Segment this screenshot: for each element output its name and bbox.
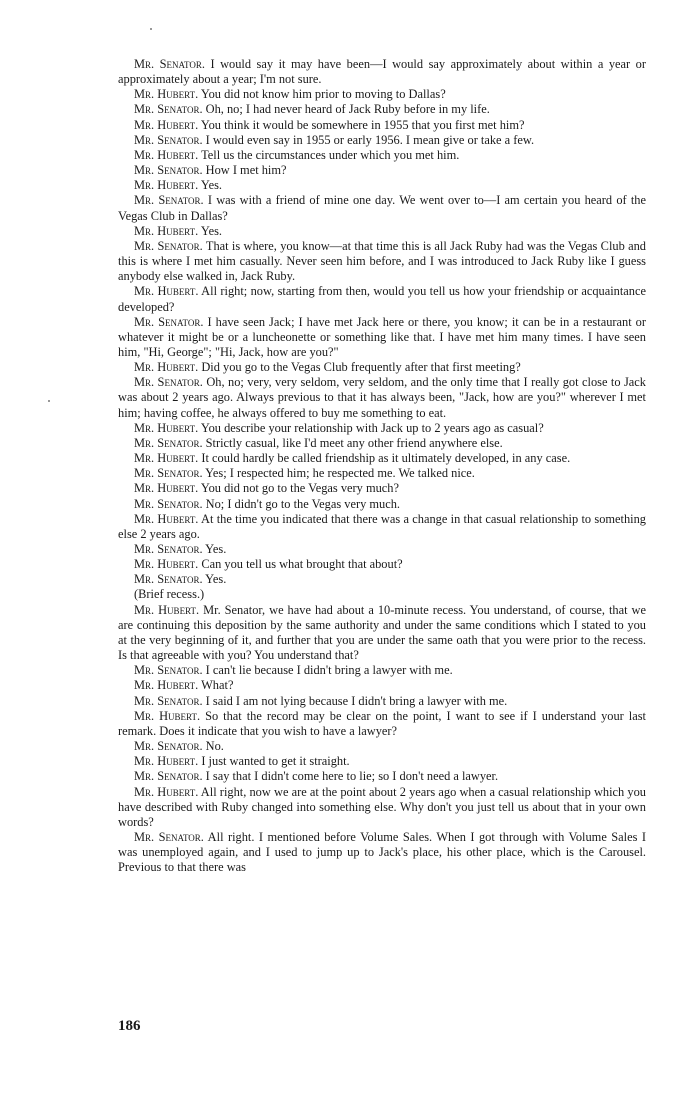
paragraph-text: Strictly casual, like I'd meet any other friend anywhere else. bbox=[202, 435, 503, 450]
transcript-paragraph bbox=[118, 587, 646, 602]
paragraph-text: I was with a friend of mine one day. We went over to—I am certain you heard of the Vegas Club in Dallas? bbox=[118, 193, 646, 223]
transcript-paragraph bbox=[118, 118, 646, 133]
paragraph-text: No; I didn't go to the Vegas very much. bbox=[202, 496, 401, 511]
paragraph-text: I said I am not lying because I didn't bring a lawyer with me. bbox=[202, 693, 508, 708]
transcript-paragraph bbox=[118, 239, 646, 284]
speaker-name: Mr. Senator. bbox=[134, 102, 203, 117]
paragraph-text: You did not know him prior to moving to Dallas? bbox=[198, 87, 446, 102]
speaker-name: Mr. Hubert. bbox=[134, 223, 199, 238]
page-number: 186 bbox=[118, 1018, 141, 1034]
transcript-paragraph bbox=[118, 466, 646, 481]
speaker-name: Mr. Hubert. bbox=[134, 360, 199, 375]
speaker-name: Mr. Hubert. bbox=[134, 481, 199, 496]
transcript-paragraph bbox=[118, 542, 646, 557]
speaker-name: Mr. Hubert. bbox=[134, 284, 199, 299]
paragraph-text: No. bbox=[202, 739, 224, 754]
paragraph-text: At the time you indicated that there was a change in that casual relationship to something else 2 years ago. bbox=[118, 511, 646, 541]
speaker-name: Mr. Hubert. bbox=[134, 451, 199, 466]
speaker-name: Mr. Senator. bbox=[134, 132, 203, 147]
paragraph-text: Did you go to the Vegas Club frequently after that first meeting? bbox=[198, 360, 521, 375]
speaker-name: Mr. Hubert. bbox=[134, 178, 199, 193]
paragraph-text: (Brief recess.) bbox=[134, 587, 205, 602]
transcript-paragraph bbox=[118, 754, 646, 769]
paragraph-text: That is where, you know—at that time this is all Jack Ruby had was the Vegas Club and this is where I met him casually. Never seen him before, and I was introduced to Jack Ruby like I guess anybody else walked in, Jack Ruby. bbox=[118, 238, 646, 284]
transcript-paragraph bbox=[118, 497, 646, 512]
speaker-name: Mr. Hubert. bbox=[134, 420, 199, 435]
speaker-name: Mr. Senator. bbox=[134, 739, 203, 754]
transcript-paragraph bbox=[118, 603, 646, 664]
speaker-name: Mr. Hubert. bbox=[134, 87, 199, 102]
transcript-paragraph bbox=[118, 512, 646, 542]
transcript-paragraph bbox=[118, 769, 646, 784]
paragraph-text: Oh, no; very, very seldom, very seldom, and the only time that I really got close to Jack was about 2 years ago. Always previous to that it has always been, "Jack, how are you?" wherever I met him; having coffee, he always offered to buy me something to eat. bbox=[118, 375, 646, 420]
paragraph-text: Can you tell us what brought that about? bbox=[198, 557, 403, 572]
speaker-name: Mr. Senator. bbox=[134, 466, 203, 481]
paragraph-text: I can't lie because I didn't bring a lawyer with me. bbox=[202, 663, 453, 678]
transcript-paragraph bbox=[118, 830, 646, 875]
transcript-paragraph bbox=[118, 102, 646, 117]
speaker-name: Mr. Senator. bbox=[134, 163, 203, 178]
speaker-name: Mr. Senator. bbox=[134, 572, 203, 587]
transcript-paragraph bbox=[118, 360, 646, 375]
paragraph-text: Mr. Senator, we have had about a 10-minute recess. You understand, of course, that we are continuing this deposition by the same authority and under the same conditions which I stated to you at the very beginning of it, and further that you are under the same oath that you were prior to the recess. Is that agreeable with you? You understand that? bbox=[118, 602, 646, 663]
transcript-paragraph bbox=[118, 436, 646, 451]
scan-speck bbox=[48, 400, 50, 402]
paragraph-text: All right, now we are at the point about 2 years ago when a casual relationship which you have described with Ruby changed into something else. Why don't you just tell us about that in your own words? bbox=[118, 784, 646, 829]
transcript-paragraph bbox=[118, 663, 646, 678]
speaker-name: Mr. Hubert. bbox=[134, 557, 199, 572]
transcript-paragraph bbox=[118, 224, 646, 239]
paragraph-text: You describe your relationship with Jack up to 2 years ago as casual? bbox=[198, 420, 544, 435]
speaker-name: Mr. Senator. bbox=[134, 435, 203, 450]
speaker-name: Mr. Senator. bbox=[134, 238, 203, 253]
transcript-paragraph bbox=[118, 709, 646, 739]
speaker-name: Mr. Senator. bbox=[134, 829, 204, 844]
paragraph-text: Yes. bbox=[202, 572, 227, 587]
paragraph-text: What? bbox=[198, 678, 234, 693]
paragraph-text: Yes. bbox=[202, 542, 227, 556]
paragraph-text: All right. I mentioned before Volume Sales. When I got through with Volume Sales I was unemployed again, and I used to jump up to Jack's place, his other place, which is the Carousel. Previous to that there was bbox=[118, 829, 646, 875]
speaker-name: Mr. Senator. bbox=[134, 57, 205, 71]
transcript-paragraph bbox=[118, 694, 646, 709]
paragraph-text: I just wanted to get it straight. bbox=[198, 754, 350, 769]
speaker-name: Mr. Senator. bbox=[134, 375, 203, 390]
paragraph-text: I would even say in 1955 or early 1956. I mean give or take a few. bbox=[202, 132, 535, 147]
transcript-paragraph bbox=[118, 193, 646, 223]
transcript-paragraph bbox=[118, 148, 646, 163]
transcript-paragraph bbox=[118, 133, 646, 148]
paragraph-text: I would say it may have been—I would say approximately about within a year or approximately about a year; I'm not sure. bbox=[118, 57, 646, 87]
paragraph-text: You think it would be somewhere in 1955 that you first met him? bbox=[198, 117, 525, 132]
transcript-paragraph bbox=[118, 375, 646, 420]
speaker-name: Mr. Hubert. bbox=[134, 147, 199, 162]
paragraph-text: Yes; I respected him; he respected me. We talked nice. bbox=[202, 466, 475, 481]
paragraph-text: So that the record may be clear on the point, I want to see if I understand your last remark. Does it indicate that you wish to have a lawyer? bbox=[118, 708, 646, 738]
transcript-paragraph bbox=[118, 87, 646, 102]
speaker-name: Mr. Senator. bbox=[134, 496, 203, 511]
transcript-paragraph bbox=[118, 785, 646, 830]
transcript-paragraph bbox=[118, 572, 646, 587]
transcript-paragraph bbox=[118, 451, 646, 466]
transcript-paragraph bbox=[118, 678, 646, 693]
paragraph-text: Yes. bbox=[198, 178, 222, 193]
speaker-name: Mr. Hubert. bbox=[134, 678, 199, 693]
speaker-name: Mr. Senator. bbox=[134, 663, 203, 678]
paragraph-text: Oh, no; I had never heard of Jack Ruby before in my life. bbox=[202, 102, 490, 117]
paragraph-text: I have seen Jack; I have met Jack here or there, you know; it can be in a restaurant or whatever it might be or a luncheonette or something like that. I have met him many times. I have seen him, "Hi, George"; "Hi, Jack, how are you?" bbox=[118, 314, 646, 359]
paragraph-text: All right; now, starting from then, would you tell us how your friendship or acquaintance developed? bbox=[118, 284, 646, 314]
speaker-name: Mr. Hubert. bbox=[134, 754, 199, 769]
paragraph-text: I say that I didn't come here to lie; so I don't need a lawyer. bbox=[202, 769, 499, 784]
speaker-name: Mr. Senator. bbox=[134, 314, 204, 329]
transcript-paragraph bbox=[118, 481, 646, 496]
transcript-paragraph bbox=[118, 284, 646, 314]
paragraph-text: It could hardly be called friendship as it ultimately developed, in any case. bbox=[198, 451, 571, 466]
speaker-name: Mr. Hubert. bbox=[134, 602, 200, 617]
paragraph-text: Yes. bbox=[198, 223, 222, 238]
transcript-paragraph bbox=[118, 178, 646, 193]
transcript-paragraph bbox=[118, 557, 646, 572]
speaker-name: Mr. Hubert. bbox=[134, 117, 199, 132]
transcript-paragraph bbox=[118, 315, 646, 360]
speaker-name: Mr. Hubert. bbox=[134, 708, 201, 723]
paragraph-text: Tell us the circumstances under which you met him. bbox=[198, 147, 460, 162]
transcript-body bbox=[118, 57, 646, 875]
speaker-name: Mr. Senator. bbox=[134, 542, 203, 556]
paragraph-text: You did not go to the Vegas very much? bbox=[198, 481, 399, 496]
scan-speck bbox=[150, 28, 152, 30]
paragraph-text: How I met him? bbox=[202, 163, 287, 178]
transcript-paragraph bbox=[118, 421, 646, 436]
speaker-name: Mr. Senator. bbox=[134, 693, 203, 708]
transcript-paragraph bbox=[118, 163, 646, 178]
speaker-name: Mr. Senator. bbox=[134, 193, 204, 208]
transcript-paragraph bbox=[118, 57, 646, 87]
transcript-paragraph bbox=[118, 739, 646, 754]
speaker-name: Mr. Hubert. bbox=[134, 784, 199, 799]
speaker-name: Mr. Hubert. bbox=[134, 511, 199, 526]
speaker-name: Mr. Senator. bbox=[134, 769, 203, 784]
